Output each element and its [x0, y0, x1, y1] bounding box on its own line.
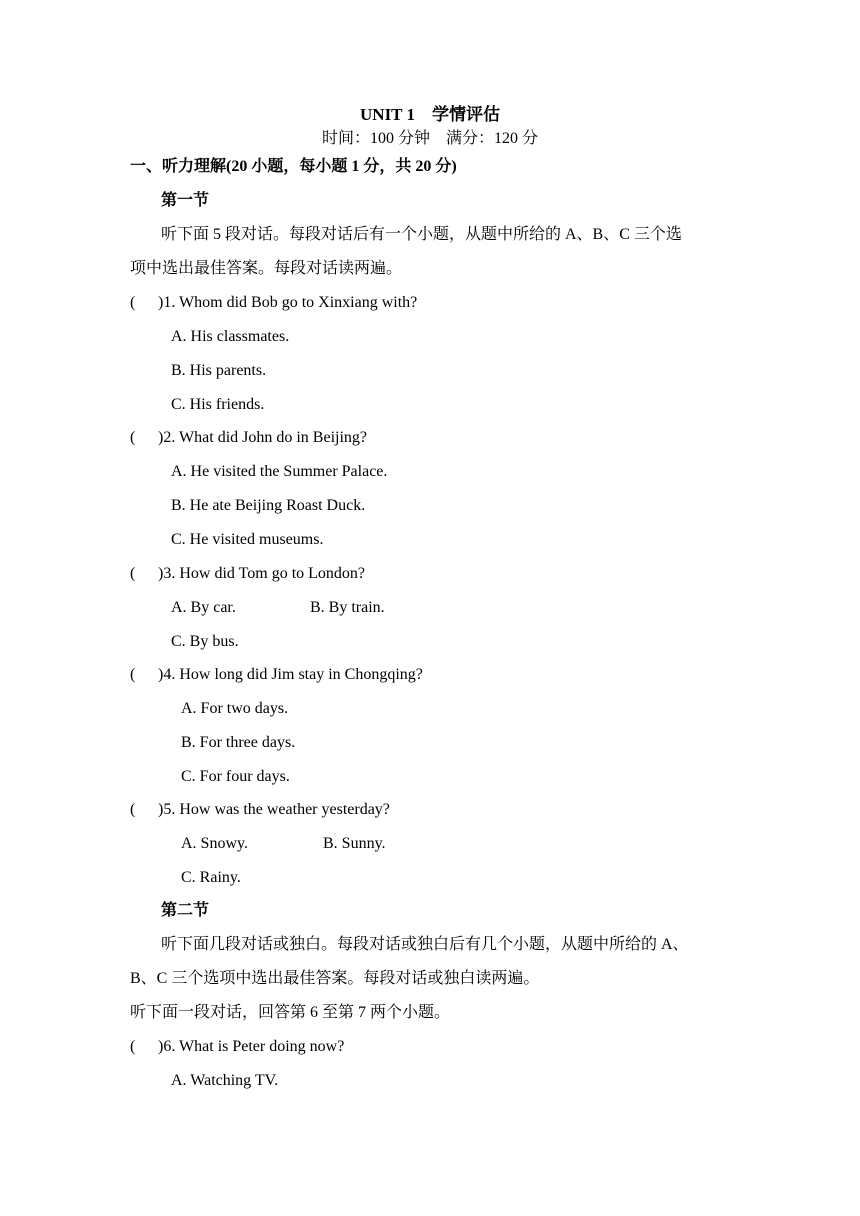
part2-intro-line2: B、C 三个选项中选出最佳答案。每段对话或独白读两遍。: [130, 970, 540, 987]
answer-blank[interactable]: (: [130, 801, 136, 818]
answer-blank[interactable]: (: [130, 294, 136, 311]
question-4: [130, 665, 423, 685]
option-c: C. By bus.: [171, 633, 239, 650]
part2-label: 第二节: [161, 902, 210, 919]
option-a: A. His classmates.: [171, 328, 290, 345]
question-text: )5. How was the weather yesterday?: [158, 801, 390, 818]
answer-blank[interactable]: (: [130, 429, 136, 446]
question-2: [130, 428, 367, 448]
option-a: A. For two days.: [181, 700, 289, 717]
question-text: )4. How long did Jim stay in Chongqing?: [158, 666, 423, 683]
answer-blank[interactable]: (: [130, 666, 136, 683]
option-b: B. Sunny.: [323, 835, 386, 852]
option-c: C. His friends.: [171, 396, 265, 413]
option-c: C. He visited museums.: [171, 531, 324, 548]
time-info: 时间：100 分钟 满分：120 分: [321, 130, 538, 147]
question-text: )2. What did John do in Beijing?: [158, 429, 368, 446]
question-text: )1. Whom did Bob go to Xinxiang with?: [158, 294, 418, 311]
option-b: B. He ate Beijing Roast Duck.: [171, 497, 366, 514]
question-5: [130, 800, 390, 820]
option-b: B. His parents.: [171, 362, 267, 379]
answer-blank[interactable]: (: [130, 1038, 136, 1055]
page-title: UNIT 1 学情评估: [360, 105, 500, 124]
option-a: A. Watching TV.: [171, 1072, 279, 1089]
section-heading: 一、听力理解(20 小题，每小题 1 分，共 20 分): [130, 158, 457, 175]
answer-blank[interactable]: (: [130, 565, 136, 582]
option-a: A. Snowy.: [181, 835, 248, 852]
question-1: [130, 293, 417, 313]
option-a: A. By car.: [171, 599, 236, 616]
dialog-note: 听下面一段对话，回答第 6 至第 7 两个小题。: [130, 1004, 451, 1021]
option-a: A. He visited the Summer Palace.: [171, 463, 388, 480]
question-6: [130, 1037, 344, 1057]
part1-label: 第一节: [161, 192, 210, 209]
part2-intro-line1: 听下面几段对话或独白。每段对话或独白后有几个小题，从题中所给的 A、: [161, 936, 689, 953]
part1-intro-line2: 项中选出最佳答案。每段对话读两遍。: [130, 260, 403, 277]
option-c: C. For four days.: [181, 768, 290, 785]
part1-intro-line1: 听下面 5 段对话。每段对话后有一个小题，从题中所给的 A、B、C 三个选: [161, 226, 682, 243]
option-b: B. For three days.: [181, 734, 296, 751]
question-text: )6. What is Peter doing now?: [158, 1038, 345, 1055]
option-b: B. By train.: [310, 599, 385, 616]
option-c: C. Rainy.: [181, 869, 241, 886]
question-text: )3. How did Tom go to London?: [158, 565, 366, 582]
question-3: [130, 564, 365, 584]
